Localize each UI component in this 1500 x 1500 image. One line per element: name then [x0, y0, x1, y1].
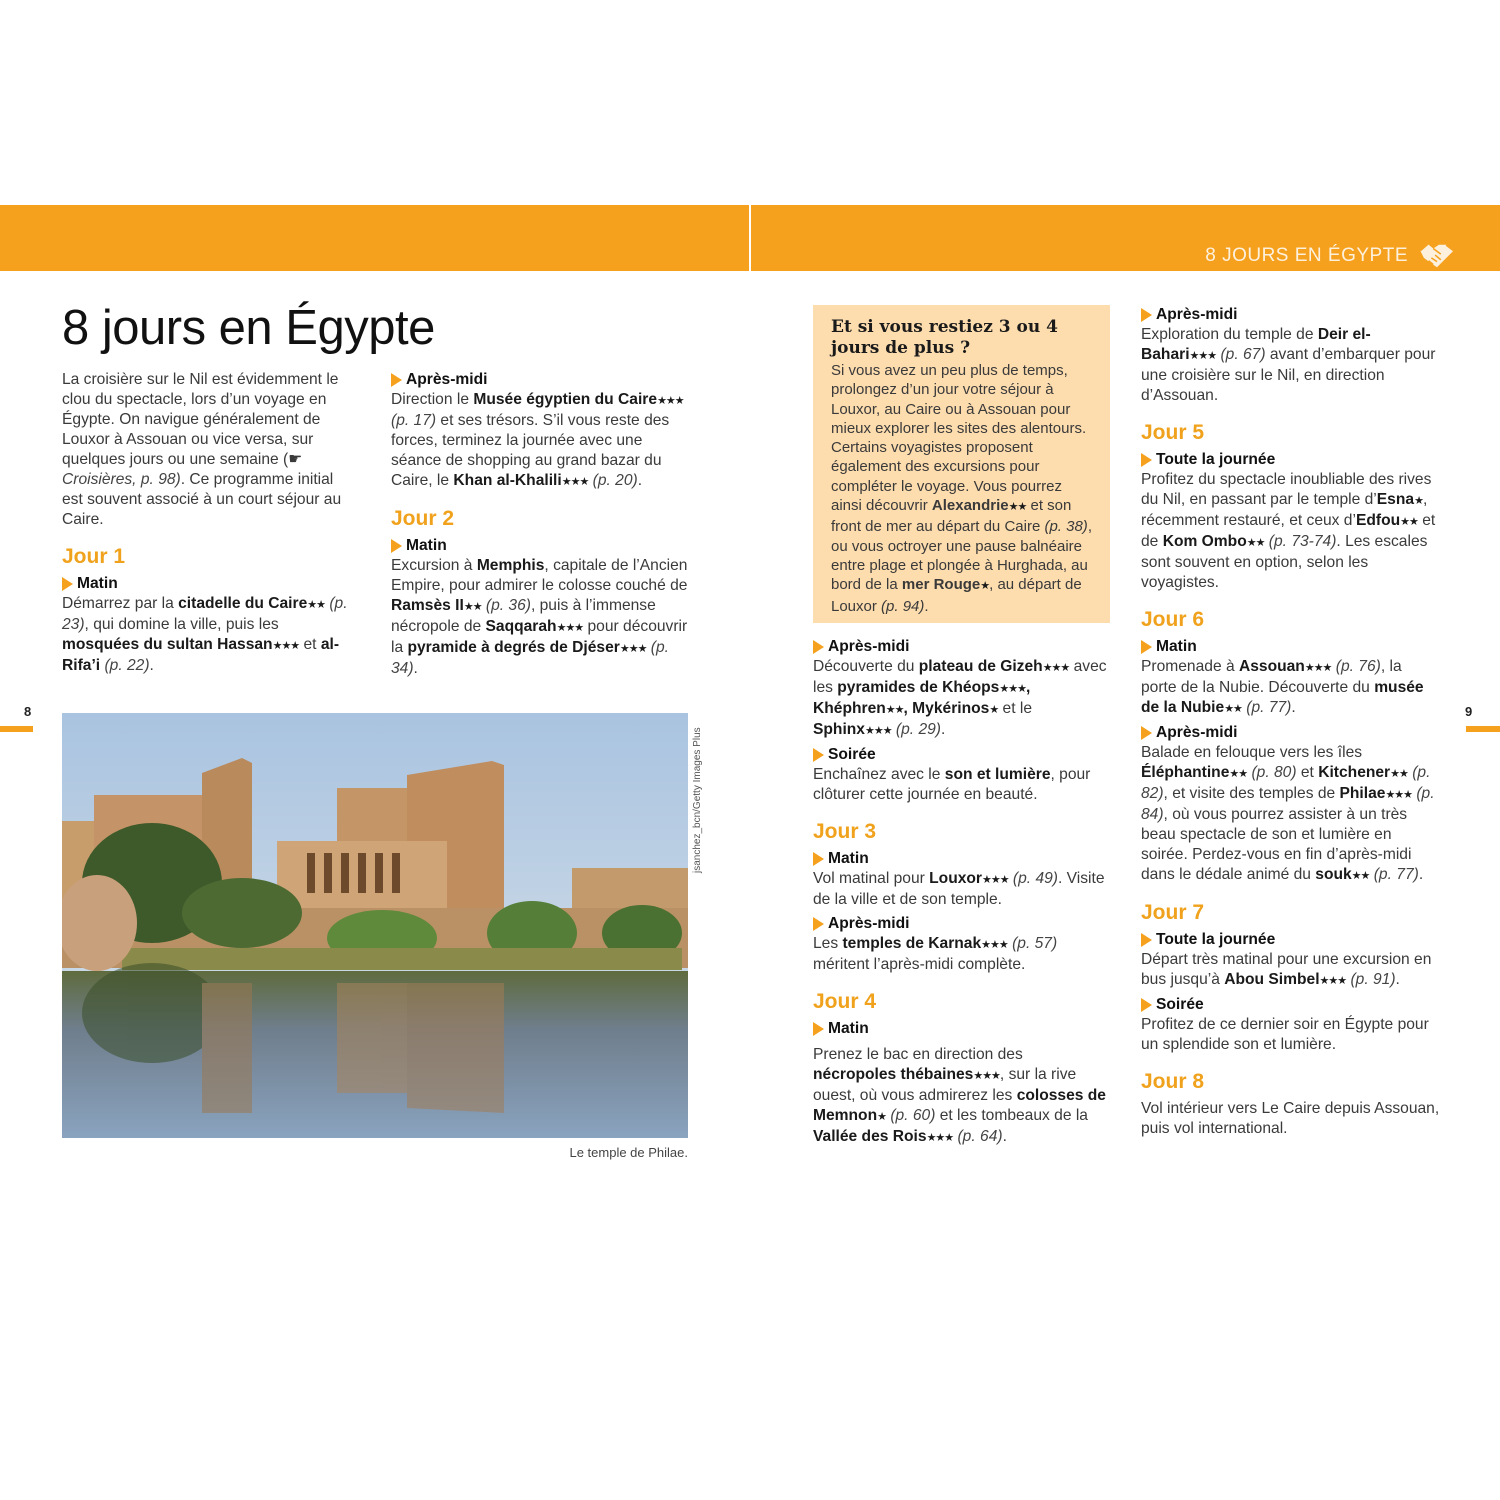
star-rating: ★★ — [885, 704, 904, 716]
slot-heading: Après-midi — [1141, 305, 1441, 325]
day-6-heading: Jour 6 — [1141, 608, 1205, 631]
slot-heading: Après-midi — [813, 914, 1108, 934]
slot-heading: Toute la journée — [1141, 930, 1441, 950]
running-head-text: 8 JOURS EN ÉGYPTE — [1205, 245, 1408, 266]
day-5-text: Profitez du spectacle inoubliable des rives du Nil, en passant par le temple d’Esna★, récemment restauré, et ceux d’Edfou★★ et de Kom Ombo★★ (p. 73-74). Les escales sont souvent en option, selon les voyagistes. — [1141, 471, 1436, 591]
slot-heading: Soirée — [1141, 995, 1441, 1015]
philae-temple-image — [62, 713, 688, 1138]
triangle-bullet-icon — [813, 917, 824, 931]
day-2-morning-text: Excursion à Memphis, capitale de l’Ancien Empire, pour admirer le colosse couché de Ramsès II★★ (p. 36), puis à l’immense nécropole de Saqqarah★★★ pour découvrir la pyramide à degrés de Djéser★★★ (p. 34). — [391, 557, 688, 677]
slot-heading: Matin — [391, 536, 691, 556]
day-3-afternoon-text: Les temples de Karnak★★★ (p. 57) méritent l’après-midi complète. — [813, 935, 1058, 973]
day-7-text: Départ très matinal pour une excursion en bus jusqu’à Abou Simbel★★★ (p. 91). — [1141, 951, 1432, 988]
header-band-right — [751, 205, 1500, 271]
column-2 — [391, 370, 691, 679]
star-rating: ★★★ — [864, 725, 892, 737]
photo-caption: Le temple de Philae. — [569, 1145, 688, 1160]
star-rating: ★★★ — [926, 1132, 954, 1144]
slot-heading: Matin — [62, 574, 354, 594]
day-3-morning-text: Vol matinal pour Louxor★★★ (p. 49). Visite de la ville et de son temple. — [813, 870, 1105, 908]
day-1-afternoon-text: Direction le Musée égyptien du Caire★★★ (p. 17) et ses trésors. S’il vous reste des forces, terminez la journée avec une séance de shopping au grand bazar du Caire, le Khan al-Khalili★★★ (p. 20). — [391, 391, 684, 489]
triangle-bullet-icon — [813, 1022, 824, 1036]
day-5-heading: Jour 5 — [1141, 421, 1205, 444]
triangle-bullet-icon — [391, 539, 402, 553]
day-4-morning-text: Prenez le bac en direction des nécropoles thébaines★★★, sur la rive ouest, où vous admirerez les colosses de Memnon★ (p. 60) et les tombeaux de la Vallée des Rois★★★ (p. 64). — [813, 1046, 1106, 1145]
tip-box — [813, 305, 1110, 623]
star-rating: ★ — [877, 1111, 886, 1123]
star-rating: ★★ — [1229, 768, 1248, 780]
slot-heading: Matin — [1141, 637, 1441, 657]
day-4-afternoon-text: Exploration du temple de Deir el-Bahari★★★ (p. 67) avant d’embarquer pour une croisière sur le Nil, en direction d’Assouan. — [1141, 326, 1436, 404]
page-tab-left — [0, 726, 33, 732]
day-1-morning-text: Démarrez par la citadelle du Caire★★ (p. 23), qui domine la ville, puis les mosquées du sultan Hassan★★★ et al-Rifa’i (p. 22). — [62, 595, 348, 674]
star-rating: ★★ — [1008, 501, 1027, 514]
star-rating: ★★ — [1351, 870, 1370, 882]
see-also-icon: ☛ — [288, 451, 303, 468]
star-rating: ★★ — [1400, 516, 1418, 528]
star-rating: ★ — [1414, 495, 1423, 507]
star-rating: ★★★ — [999, 683, 1026, 695]
slot-heading: Matin — [813, 1019, 1108, 1039]
day-2-afternoon-text: Découverte du plateau de Gizeh★★★ avec les pyramides de Khéops★★★, Khéphren★★, Mykérinos★ et le Sphinx★★★ (p. 29). — [813, 658, 1107, 738]
column-3 — [813, 637, 1108, 1148]
star-rating: ★★ — [463, 601, 482, 613]
star-rating: ★★★ — [1304, 662, 1332, 674]
slot-heading: Après-midi — [813, 637, 1108, 657]
triangle-bullet-icon — [813, 852, 824, 866]
star-rating: ★★★ — [1385, 789, 1413, 801]
day-6-morning-text: Promenade à Assouan★★★ (p. 76), la porte de la Nubie. Découverte du musée de la Nubie★★ (p. 77). — [1141, 658, 1424, 716]
photo-credit: jsanchez_bcn/Getty Images Plus — [692, 727, 703, 873]
star-rating: ★★ — [1246, 537, 1265, 549]
page-tab-right — [1466, 726, 1500, 732]
page-number-right: 9 — [1465, 704, 1473, 719]
star-rating: ★★★ — [657, 395, 684, 407]
day-3-heading: Jour 3 — [813, 820, 877, 843]
star-rating: ★★★ — [272, 640, 300, 652]
star-rating: ★ — [980, 580, 990, 593]
star-rating: ★★★ — [561, 476, 589, 488]
triangle-bullet-icon — [1141, 998, 1152, 1012]
triangle-bullet-icon — [1141, 933, 1152, 947]
day-1-heading: Jour 1 — [62, 545, 126, 568]
slot-heading: Matin — [813, 849, 1108, 869]
triangle-bullet-icon — [1141, 308, 1152, 322]
triangle-bullet-icon — [1141, 453, 1152, 467]
star-rating: ★★ — [1224, 703, 1242, 715]
day-8-text: Vol intérieur vers Le Caire depuis Assouan, puis vol international. — [1141, 1100, 1440, 1137]
triangle-bullet-icon — [1141, 726, 1152, 740]
star-rating: ★★ — [307, 599, 325, 611]
star-rating: ★★★ — [982, 874, 1009, 886]
day-8-heading: Jour 8 — [1141, 1070, 1205, 1093]
tip-box-text: Si vous avez un peu plus de temps, prolongez d’un jour votre séjour à Louxor, au Caire ou à Assouan pour mieux explorer les sites des alentours. Certains voyagistes proposent également des excursions pour compléter le voyage. Vous pourrez ainsi découvrir Alexandrie★★ et son front de mer au départ du Caire (p. 38), ou vous octroyer une pause balnéaire entre plage et plongée à Hurghada, au bord de la mer Rouge★, au départ de Louxor (p. 94). — [831, 362, 1092, 615]
day-7-evening-text: Profitez de ce dernier soir en Égypte pour un splendide son et lumière. — [1141, 1016, 1429, 1053]
star-rating: ★★★ — [1189, 350, 1217, 362]
triangle-bullet-icon — [813, 748, 824, 762]
day-2-evening-text: Enchaînez avec le son et lumière, pour clôturer cette journée en beauté. — [813, 766, 1091, 803]
triangle-bullet-icon — [62, 577, 73, 591]
day-6-afternoon-text: Balade en felouque vers les îles Éléphantine★★ (p. 80) et Kitchener★★ (p. 82), et visite des temples de Philae★★★ (p. 84), où vous pourrez assister à un très beau spectacle de son et lumière en soirée. Perdez-vous en fin d’après-midi dans le dédale animé du souk★★ (p. 77). — [1141, 744, 1435, 883]
day-4-heading: Jour 4 — [813, 990, 877, 1013]
handshake-icon — [1418, 241, 1456, 271]
column-4 — [1141, 305, 1441, 1139]
page-title: 8 jours en Égypte — [62, 301, 435, 355]
slot-heading: Après-midi — [391, 370, 691, 390]
intro-paragraph: La croisière sur le Nil est évidemment le clou du spectacle, lors d’un voyage en Égypte. On navigue généralement de Louxor à Assouan ou vice versa, sur quelques jours ou une semaine (☛ Croisières, p. 98). Ce programme initial est souvent associé à un court séjour au Caire. — [62, 371, 342, 528]
star-rating: ★★★ — [1042, 662, 1070, 674]
triangle-bullet-icon — [1141, 640, 1152, 654]
tip-box-title: Et si vous restiez 3 ou 4 jours de plus ? — [831, 317, 1058, 358]
triangle-bullet-icon — [391, 373, 402, 387]
cross-reference: Croisières, p. 98) — [62, 471, 181, 488]
star-rating: ★★★ — [619, 643, 647, 655]
star-rating: ★★★ — [556, 622, 584, 634]
running-head — [1205, 241, 1456, 271]
slot-heading: Après-midi — [1141, 723, 1441, 743]
header-band-left — [0, 205, 749, 271]
triangle-bullet-icon — [813, 640, 824, 654]
star-rating: ★★★ — [981, 939, 1008, 951]
column-1 — [62, 370, 354, 676]
temple-photo — [62, 713, 688, 1138]
page-number-left: 8 — [24, 704, 32, 719]
star-rating: ★★ — [1390, 768, 1408, 780]
star-rating: ★ — [989, 704, 999, 716]
slot-heading: Soirée — [813, 745, 1108, 765]
star-rating: ★★★ — [973, 1070, 1000, 1082]
slot-heading: Toute la journée — [1141, 450, 1441, 470]
day-2-heading: Jour 2 — [391, 507, 455, 530]
star-rating: ★★★ — [1319, 975, 1347, 987]
day-7-heading: Jour 7 — [1141, 901, 1205, 924]
